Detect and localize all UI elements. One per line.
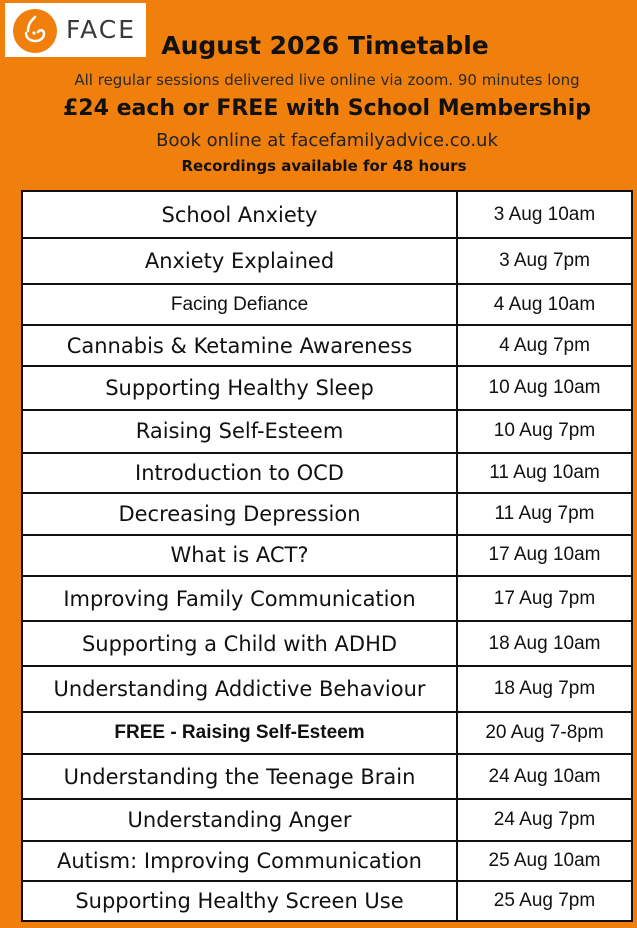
session-date: 17 Aug 7pm <box>457 576 632 621</box>
session-date: 17 Aug 10am <box>457 535 632 576</box>
session-date: 24 Aug 10am <box>457 754 632 798</box>
session-date: 4 Aug 7pm <box>457 325 632 366</box>
table-row <box>22 453 632 493</box>
page-title: August 2026 Timetable <box>161 31 489 60</box>
table-row <box>22 712 632 754</box>
session-name: Supporting Healthy Sleep <box>22 366 457 409</box>
session-date: 3 Aug 7pm <box>457 238 632 284</box>
session-name: Improving Family Communication <box>22 576 457 621</box>
session-date: 11 Aug 7pm <box>457 493 632 535</box>
session-name: Cannabis & Ketamine Awareness <box>22 325 457 366</box>
session-date: 24 Aug 7pm <box>457 799 632 841</box>
session-date: 18 Aug 7pm <box>457 666 632 712</box>
booking-info: Book online at facefamilyadvice.co.uk <box>156 130 498 151</box>
delivery-info: All regular sessions delivered live online via zoom. 90 minutes long <box>74 71 580 89</box>
session-date: 4 Aug 10am <box>457 284 632 325</box>
table-row <box>22 754 632 798</box>
session-name: Introduction to OCD <box>22 453 457 493</box>
logo-text: FACE <box>66 15 136 44</box>
session-date: 11 Aug 10am <box>457 453 632 493</box>
table-row <box>22 325 632 366</box>
session-name: Facing Defiance <box>22 284 457 325</box>
table-row <box>22 535 632 576</box>
session-date: 18 Aug 10am <box>457 621 632 666</box>
face-swirl-icon <box>13 9 57 53</box>
session-name: Supporting a Child with ADHD <box>22 621 457 666</box>
session-name: FREE - Raising Self-Esteem <box>22 712 457 754</box>
table-row <box>22 576 632 621</box>
session-name: Raising Self-Esteem <box>22 410 457 453</box>
table-row <box>22 493 632 535</box>
table-row <box>22 841 632 881</box>
session-date: 25 Aug 10am <box>457 841 632 881</box>
session-name: Autism: Improving Communication <box>22 841 457 881</box>
session-name: What is ACT? <box>22 535 457 576</box>
table-row <box>22 238 632 284</box>
session-name: School Anxiety <box>22 191 457 238</box>
session-date: 10 Aug 7pm <box>457 410 632 453</box>
recordings-info: Recordings available for 48 hours <box>181 157 467 175</box>
table-row <box>22 191 632 238</box>
table-row <box>22 621 632 666</box>
session-date: 3 Aug 10am <box>457 191 632 238</box>
table-row <box>22 410 632 453</box>
table-row <box>22 666 632 712</box>
session-name: Understanding Anger <box>22 799 457 841</box>
session-name: Understanding the Teenage Brain <box>22 754 457 798</box>
session-date: 25 Aug 7pm <box>457 881 632 921</box>
table-row <box>22 799 632 841</box>
session-date: 10 Aug 10am <box>457 366 632 409</box>
session-name: Anxiety Explained <box>22 238 457 284</box>
session-name: Understanding Addictive Behaviour <box>22 666 457 712</box>
table-row <box>22 366 632 409</box>
price-info: £24 each or FREE with School Membership <box>63 96 591 121</box>
face-logo <box>5 3 146 57</box>
table-row <box>22 284 632 325</box>
timetable <box>21 190 633 922</box>
session-name: Decreasing Depression <box>22 493 457 535</box>
session-name: Supporting Healthy Screen Use <box>22 881 457 921</box>
table-row <box>22 881 632 921</box>
session-date: 20 Aug 7-8pm <box>457 712 632 754</box>
